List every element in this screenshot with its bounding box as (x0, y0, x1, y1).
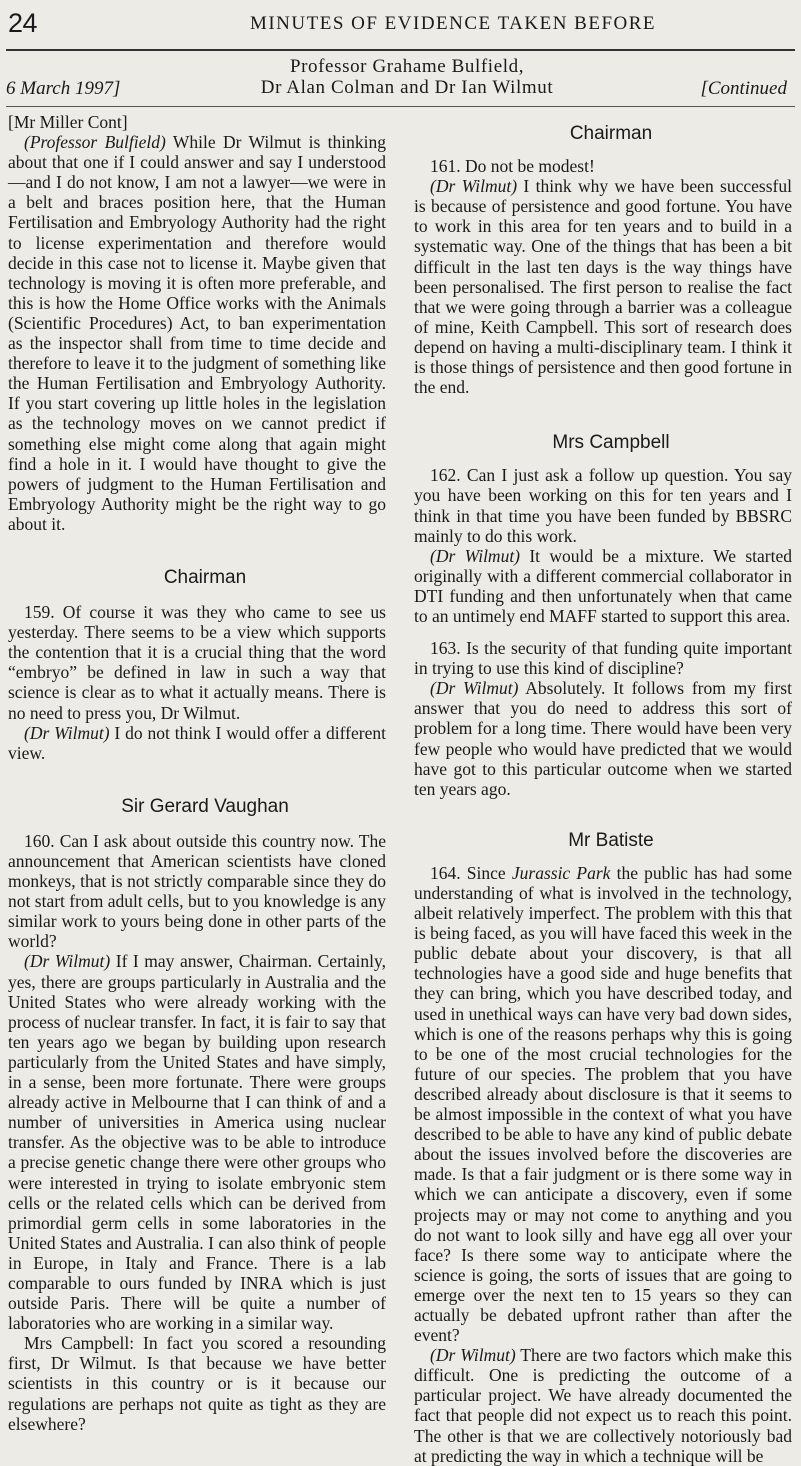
witness-attribution: (Dr Wilmut) (24, 722, 110, 743)
question-160: 160. Can I ask about outside this country now. The announcement that American scientists have cloned monkeys, that is not strictly comparable since they do not start from adult cells, but to you knowledge is any similar work to yours being done in other parts of the world? (8, 830, 386, 952)
answer-164 (414, 1345, 792, 1466)
witness-attribution: (Dr Wilmut) (430, 176, 518, 197)
witness-attribution: (Dr Wilmut) (430, 545, 521, 566)
witness-attribution: (Professor Bulfield) (24, 132, 166, 153)
speaker-heading: Mrs Campbell (552, 432, 670, 454)
page-number: 24 (8, 8, 38, 38)
witness-names (208, 56, 606, 98)
witness-line-2: Dr Alan Colman and Dr Ian Wilmut (260, 77, 554, 98)
right-column (414, 112, 792, 1466)
question-text: 164. Since (430, 862, 512, 883)
header-rule (6, 106, 795, 107)
answer-text: While Dr Wilmut is thinking about that one if I could answer and say I understood—and I do not know, I am not a lawyer—we were in a belt and braces position here, that the Human Fertilisation and Embryology Authority had the right to license experimentation and therefore would decide in this case not to license it. Maybe given that technology is moving it is often more preferable, and this is how the Home Office works with the Animals (Scientific Procedures) Act, to ban experimentation as the inspector shall from time to time decide and therefore to leave it to the judgment of something like the Human Fertilisation and Embryology Authority. If you start covering up little holes in the legislation as the technology moves on we cannot predict if something else might come along that again might find a hole in it. I would have thought to give the powers of judgment to the Human Fertilisation and Embryology Authority might be the right way to go about it. (8, 132, 386, 534)
speaker-heading: Chairman (163, 566, 247, 588)
answer-text: I do not think I would offer a different view. (8, 722, 386, 763)
answer-159 (8, 723, 386, 763)
answer-text: If I may answer, Chairman. Certainly, yes, there are groups particularly in Australia and the United States who were already working with the process of nuclear transfer. In fact, it is fair to say that ten years ago we began by building upon research particularly from the United States and have simply, in a sense, been more fortunate. There were groups already active in Melbourne that I can think of and a number of universities in America using nuclear transfer. As the objective was to be able to introduce a precise genetic change there were other groups who were interested in trying to isolate embryonic stem cells or the related cells which can be derived from primordial germ cells in some laboratories in the United States and Australia. I can also think of people in Europe, in Italy and France. There is a lab comparable to ours funded by INRA which is just outside Paris. There will be quite a number of laboratories who are working in a similar way. (8, 951, 386, 1334)
left-column (8, 112, 386, 1434)
answer-text: There are two factors which make this difficult. One is predicting the outcome of a particular project. We have already documented the fact that people did not expect us to reach this point. The other is that we are collectively notoriously bad at predicting the way in which a technique will be (414, 1345, 792, 1466)
speaker-heading: Sir Gerard Vaughan (121, 795, 289, 817)
witness-line-1: Professor Grahame Bulfield, (289, 56, 525, 77)
film-title: Jurassic Park (511, 862, 611, 883)
hearing-date: 6 March 1997] (6, 78, 121, 99)
campbell-interjection: Mrs Campbell: In fact you scored a resounding first, Dr Wilmut. Is that because we have better scientists in this country or is it because our regulations are perhaps not quite as tight as they are elsewhere? (8, 1333, 386, 1434)
running-title: MINUTES OF EVIDENCE TAKEN BEFORE (249, 13, 657, 34)
speaker-heading: Chairman (569, 123, 653, 144)
witness-attribution: (Dr Wilmut) (430, 1345, 516, 1366)
question-162: 162. Can I just ask a follow up question. You say you have been working on this for ten years and I think in that time you have been funded by BBSRC mainly to do this work. (414, 465, 792, 546)
answer-bulfield (8, 132, 386, 534)
answer-162 (414, 546, 792, 626)
witness-attribution: (Dr Wilmut) (24, 951, 111, 972)
question-161: 161. Do not be modest! (430, 156, 595, 177)
question-text: the public has had some understanding of what is involved in the technology, albeit relatively imperfect. The problem with this that is being faced, as you will have faced this week in the public debate about your discovery, is that all technologies have a good side and huge benefits that they can bring, which you have described today, and used in unethical ways can have very bad down sides, which is one of the reasons perhaps why this is going to be one of the most crucial technologies for the future of our species. The problem that you have described already about disclosure is that it seems to be almost impossible in the context of what you have described to be able to have any kind of public debate about the issues involved before the discoveries are made. Is that a fair judgment or is there some way in which we can anticipate a discovery, even if some projects may or may not come to anything and you do not want to look silly and have egg all over your face? Is there some way to anticipate where the science is going, the sorts of issues that are going to emerge over the next ten to 15 years so they can actually be debated upfront rather than after the event? (414, 862, 792, 1346)
question-159: 159. Of course it was they who came to see us yesterday. There seems to be a view which supports the contention that it is a crucial thing that the word “embryo” be defined in law in such a way that science is clear as to what it actually means. There is no need to press you, Dr Wilmut. (8, 602, 386, 723)
top-rule (6, 49, 795, 51)
answer-text: I think why we have been successful is because of persistence and good fortune. You have to work in this area for ten years and to build in a systematic way. One of the things that has been a bit difficult in the last ten days is the way things have been personalised. The first person to realise the fact that we were going through a barrier was a colleague of mine, Keith Campbell. This sort of research does depend on having a multi-disciplinary team. I think it is those things of persistence and then good fortune in the end. (414, 176, 792, 398)
answer-text: It would be a mixture. We started originally with a different commercial collaborator in DTI funding and then unfortunately when that came to an untimely end MAFF started to support this area. (414, 545, 792, 626)
answer-161 (414, 176, 792, 397)
question-163: 163. Is the security of that funding quite important in trying to use this kind of discipline? (414, 638, 792, 679)
witness-attribution: (Dr Wilmut) (430, 678, 519, 699)
answer-text: Absolutely. It follows from my first answer that you do need to address this sort of problem for a long time. There would have been very few people who would have predicted that we would have got to this particular outcome when we started ten years ago. (414, 678, 792, 799)
continuation-label: [Mr Miller Cont] (8, 112, 128, 132)
speaker-heading: Mr Batiste (568, 829, 654, 851)
continued-label: [Continued (700, 78, 787, 99)
answer-163 (414, 678, 792, 799)
question-164 (414, 863, 792, 1345)
answer-160 (8, 951, 386, 1333)
